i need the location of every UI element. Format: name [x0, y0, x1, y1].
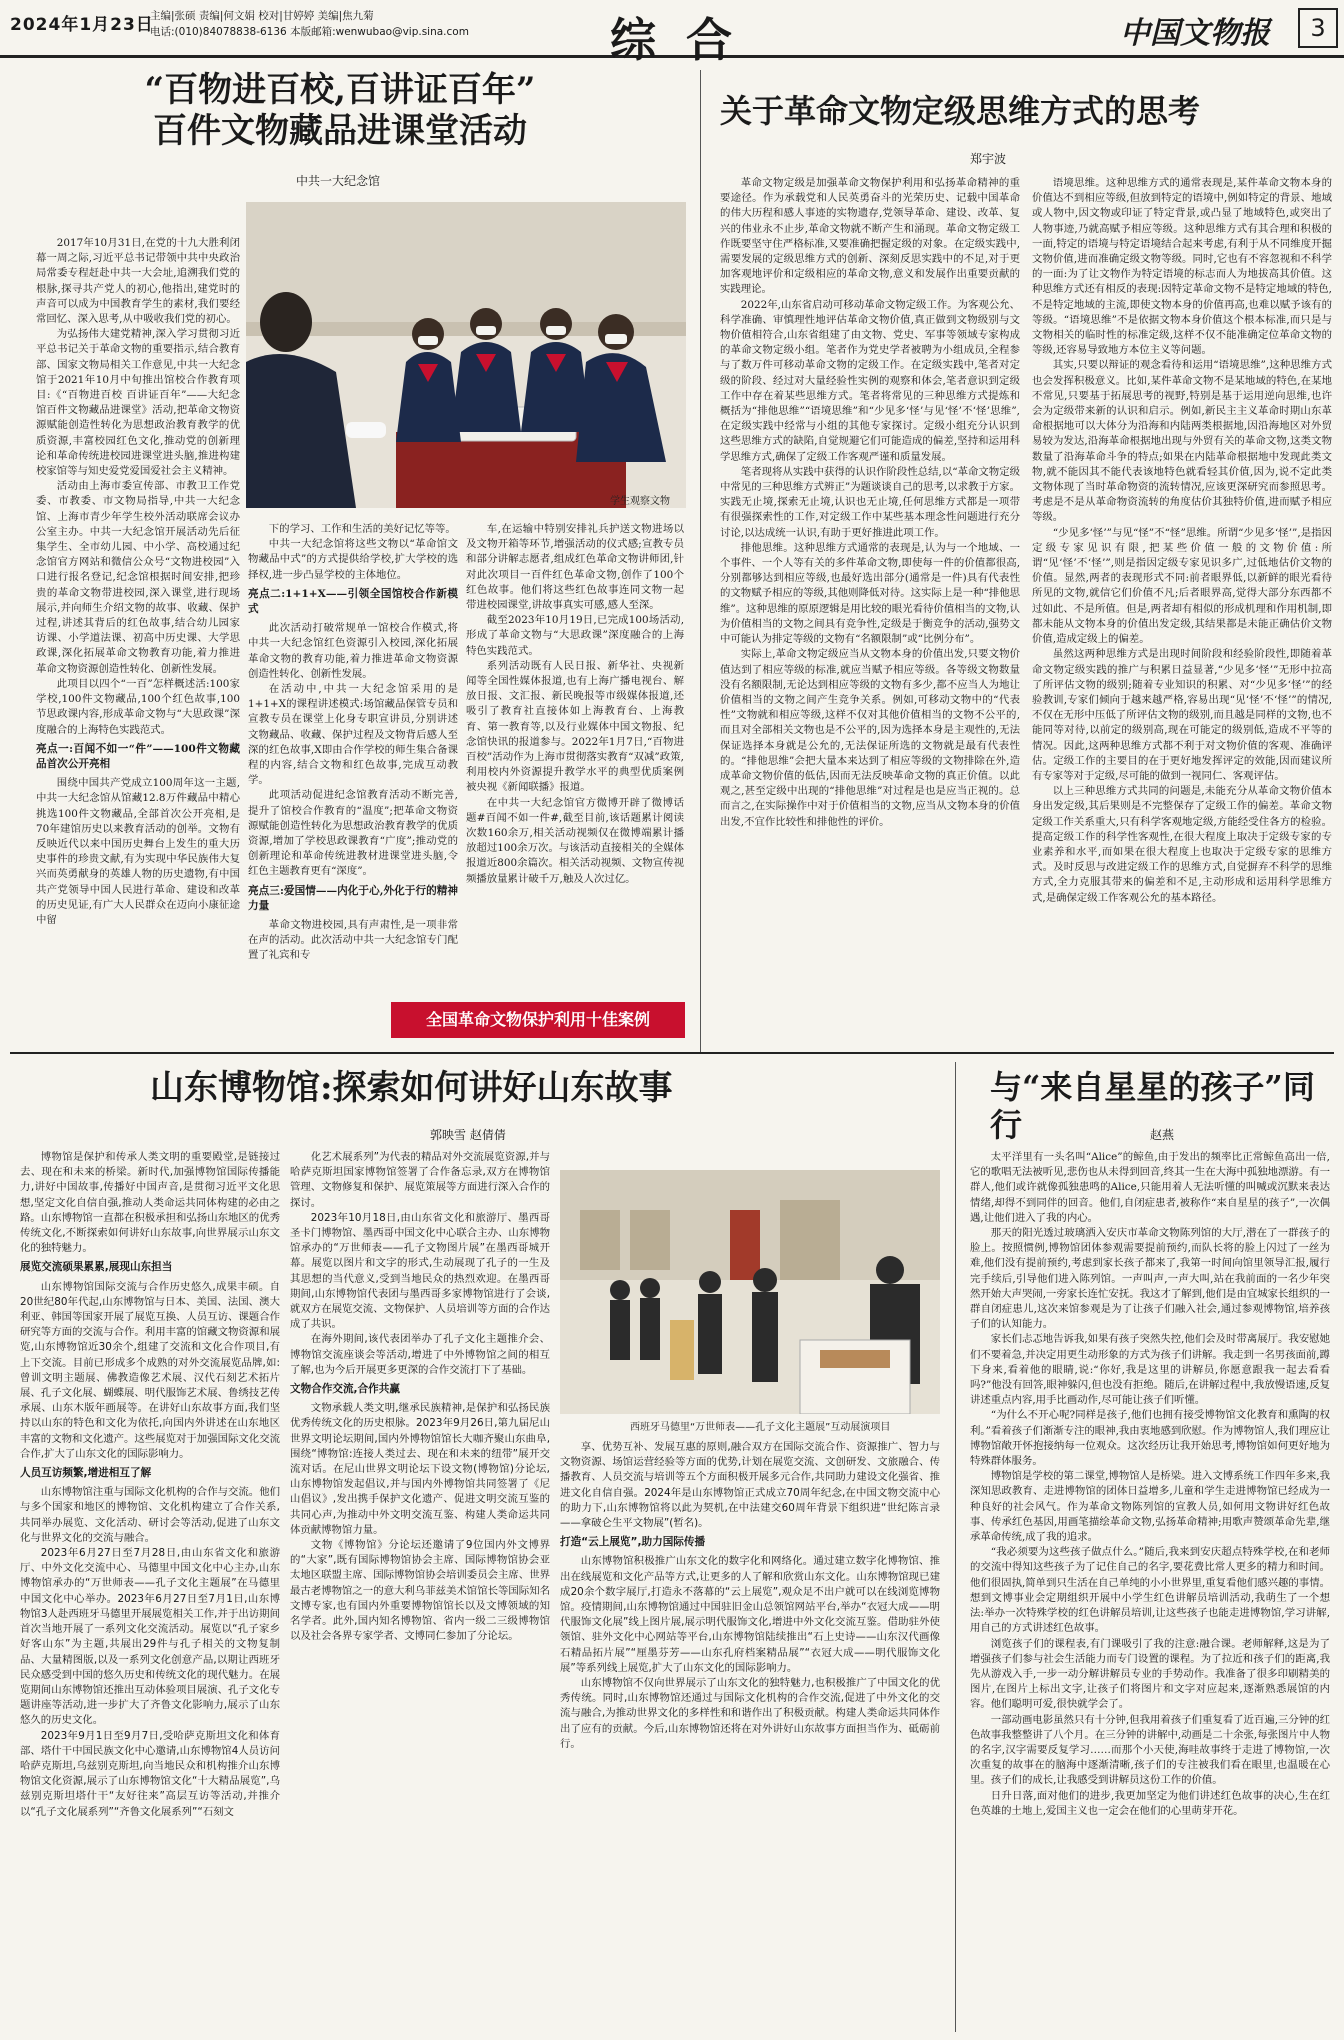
subheading: 文物合作交流,合作共赢 [290, 1383, 400, 1396]
paragraph: 虽然这两种思维方式是出现时间阶段和经验阶段性,即随着革命文物定级实践的推广与积累日益显著,“少见多‘怪’”无形中拉高了所评估文物的级别;随着专业知识的积累、对“少见多‘怪’”的经验教训,专家们倾向于越来越严格,容易出现“见‘怪’不‘怪’”的情况,不仅在无形中压低了所评估文物的级别,而且越是同样的文物,也不能同等对待,以前定的级别高,现在可能定的级别低,造成不平等的情况。因此,这两种思维方式都不利于对文物价值的客观、准确评估。定级工作的主要目的在于更好地发挥评定的效能,因而建议所有专家等对于定级,尽可能的做到一视同仁、客观评估。 [1032, 648, 1332, 782]
subheading: 人员互访频繁,增进相互了解 [20, 1467, 152, 1480]
article2-byline: 郑宇波 [970, 152, 1007, 166]
subheading: 打造“云上展览”,助力国际传播 [560, 1536, 706, 1549]
paragraph: 系列活动既有人民日报、新华社、央视新闻等全国性媒体报道,也有上海广播电视台、解放日报、文汇报、新民晚报等市级媒体报道,还吸引了教育社直接体如上海教育台、上海教育、第一教育等,以及行业媒体中国文物报、纪念馆快讯的报道参与。2022年1月7日,“百物进百校”活动作为上海市贯彻落实教育“双减”政策,利用校内外资源提升教学水平的典型优质案例被央视《新闻联播》报道。 [466, 659, 684, 794]
paragraph: “少见多‘怪’”与见“怪”不“怪”思维。所谓“少见多‘怪’”,是指因定级专家见识有限,把某些价值一般的文物价值:所谓“见‘怪’不‘怪’”,则是指因定级专家见识多广,过低地估价文物的价值。显然,两者的表现形式不同:前者眼界低,以新鲜的眼光看待所见的文物,就信它们价值不凡;后者眼界高,觉得大部分东西都不过如此、不是所值。但是,两者却有相似的形成机理和作用机制,即都未能从文物本身的价值出发定级,其结果都是未能正确估价文物价值,造成定级上的偏差。 [1032, 526, 1332, 646]
subheading: 亮点一:百闻不如一“件”——100件文物藏品首次公开亮相 [36, 742, 240, 770]
paragraph: 浏览孩子们的课程表,有门课吸引了我的注意:融合课。老师解释,这是为了增强孩子们参与社会生活能力而专门设置的课程。为了拉近和孩子们的距离,我先从游戏入手,一步一动分解讲解员专业的手势动作。我准备了很多印刷精美的图片,在图片上标出文字,让孩子们将图片和文字对应起来,逐渐熟悉展馆的内容。他们聪明可爱,很快就学会了。 [970, 1637, 1330, 1711]
paragraph: 截至2023年10月19日,已完成100场活动,形成了革命文物与“大思政课”深度融合的上海特色实践范式。 [466, 614, 684, 657]
paragraph: 以上三种思维方式共同的问题是,未能充分从革命文物价值本身出发定级,其后果则是不完整保存了定级工作的偏差。革命文物定级工作关系重大,只有科学客观地定级,方能经受住各方的检验。提高定级工作的科学性客观性,在很大程度上取决于定级专家的专业素养和水平,而如果在很大程度上也取决于定级专家的思维方式。及时反思与改进定级工作的思维方式,自觉摒弃不科学的思维方式,全力克服其带来的偏差和不足,主动形成和运用科学思维方式,是确保定级工作客观公允的基本路径。 [1032, 785, 1332, 904]
article4-column-1 [970, 1150, 1330, 2026]
staff-info [150, 8, 510, 40]
award-banner: 全国革命文物保护利用十佳案例 [391, 1002, 685, 1038]
paragraph: 革命文物进校园,具有声肃性,是一项非常在声的活动。此次活动中共一大纪念馆专门配置了礼宾和专 [248, 919, 458, 962]
paragraph: 山东博物馆积极推广山东文化的数字化和网络化。通过建立数字化博物馆、推出在线展览和文化产品等方式,让更多的人了解和欣赏山东文化。山东博物馆现已建成20余个数字展厅,打造永不落幕的“云上展览”,观众足不出户就可以在线浏览博物馆。疫情期间,山东博物馆通过中国驻旧金山总领馆网站平台,举办“衣冠大成——明代服饰文化展”线上图片展,展示明代服饰文化,增进中外文化交流互鉴。借助驻外使领馆、驻外文化中心网站等平台,山东博物馆陆续推出“石上史诗——山东汉代画像石精品拓片展”“厘墨芬芳——山东孔府档案精品展”“衣冠大成——明代服饰文化展”等系列线上展览,扩大了山东文化的国际影响力。 [560, 1555, 940, 1674]
paragraph: 在海外期间,该代表团举办了孔子文化主题推介会、博物馆交流座谈会等活动,增进了中外博物馆之间的相互了解,也为今后开展更多更深的合作交流打下了基础。 [290, 1333, 550, 1376]
article1-byline: 中共一大纪念馆 [296, 174, 381, 188]
paragraph: 太平洋里有一头名叫“Alice”的鲸鱼,由于发出的频率比正常鲸鱼高出一倍,它的歌唱无法被听见,悲伤也从未得到回音,终其一生在大海中孤独地漂游。有一群人,他们或许就像孤独患鸣的Alice,只能用着人无法听懂的叫喊或沉默来表达情绪,却得不到同伴的回音。他们,自闭症患者,被称作“来自星星的孩子”,一次偶遇,让他们进入了我的内心。 [970, 1151, 1330, 1224]
article4-title: 与“来自星星的孩子”同行 [990, 1068, 1315, 1145]
article1-title [80, 70, 600, 152]
paragraph: 2023年10月18日,由山东省文化和旅游厅、墨西哥圣卡门博物馆、墨西哥中国文化中心联合主办、山东博物馆承办的“万世师表——孔子文物图片展”在墨西哥城开幕。展览以图片和文字的形式,生动展现了孔子的一生及其思想的当代意义,受到当地民众的热烈欢迎。在墨西哥期间,山东博物馆代表团与墨西哥多家博物馆进行了会谈,就双方在展览交流、文物保护、人员培训等方面的合作达成了共识。 [290, 1211, 550, 1331]
staff-editors: 主编|张硕 责编|何文娟 校对|甘婷婷 美编|焦九菊 [150, 10, 374, 22]
issue-date: 2024年1月23日 [10, 15, 154, 35]
paragraph: 围绕中国共产党成立100周年这一主题,中共一大纪念馆从馆藏12.8万件藏品中精心挑选100件文物藏品,全部首次公开亮相,是70年建馆历史以来教育活动的创举。文物有反映近代以来中国历史舞台上发生的重大历史事件的珍贵文献,有为实现中华民族伟大复兴而英勇献身的英雄人物的历史遗物,有中国共产党领导中国人民进行革命、建设和改革的历史见证,有广大人民群众在迈向小康征途中留 [36, 777, 240, 926]
paragraph: 日升日落,面对他们的进步,我更加坚定为他们讲述红色故事的决心,生在红色英雄的土地上,爱国主义也一定会在他们的心里萌芽开花。 [970, 1789, 1330, 1817]
article1-photo-caption: 学生观察文物 [610, 496, 670, 507]
subheading: 亮点二:1+1+X——引领全国馆校合作新模式 [248, 587, 458, 616]
paragraph: 其实,只要以辩证的观念看待和运用“语境思维”,这种思维方式也会发挥积极意义。比如,某件革命文物不是某地域的特色,在某地不常见,只要基于拓展思考的视野,特别是基于运用逆向思维,也许会为定级带来新的认识和启示。例如,新民主主义革命时期山东革命根据地可以大体分为沿海和内陆两类根据地,因沿海地区对外贸易较为发达,沿海革命根据地出现与外贸有关的革命文物,这类文物数量了沿海革命斗争的特点;如果在内陆革命根据地中发现此类文物,就不能因其不能代表该地特色就看轻其价值,因为,说不定此类文物体现了当时革命物资的流转情况,应该更深研究而参照思考。考虑是不是从革命物资流转的角度估价其独特价值,进而赋予相应等级。 [1032, 359, 1332, 524]
article1-column-3 [466, 522, 684, 1000]
paragraph: 山东博物馆国际交流与合作历史悠久,成果丰硕。自20世纪80年代起,山东博物馆与日本、美国、法国、澳大利亚、韩国等国家开展了展览互换、人员互访、课题合作研究等方面的交流与合作。利用丰富的馆藏文物资源和展览,山东博物馆近30余个,组建了交流和文化合作项目,有上下交流。目前已形成多个成熟的对外交流展览品牌,如:曾训文明主题展、佛教造像艺术展、汉代石刻艺术拓片展、孔子文化展、蝴蝶展、明代服饰艺术展、鲁绣技艺传承展、山东木版年画展等。在讲好山东故事方面,我们坚持以山东的特色和文化为依托,向国内外讲述在山东地区丰富的文物和文化遗产。这些展览对于加强国际文化交流合作,扩大了山东文化的国际影响力。 [20, 1280, 280, 1460]
article1-title-line1: “百物进百校,百讲证百年” [144, 70, 536, 110]
students-observing-artifact-image [246, 202, 686, 508]
confucius-exhibition-image [560, 1170, 940, 1414]
paragraph: 活动由上海市委宣传部、市教卫工作党委、市教委、市文物局指导,中共一大纪念馆、上海市青少年学生校外活动联席会议办公室主办。中共一大纪念馆开展活动先后征集学生、全市幼儿园、中小学、高校通过纪念馆官方网站和微信公众号“文物进校园”入口进行报名登记,纪念馆根据时间安排,把珍贵的革命文物带进校园,深入课堂,进行现场展示,并向师生介绍文物的故事、收藏、保护过程,讲述其背后的红色故事,结合幼儿园家访课、小学道法课、初高中历史课、大学思政课,深化拓展革命文物教育功能,着力推进革命文物资源创造性转化、创新性发展。 [36, 480, 240, 675]
article3-column-3 [560, 1440, 940, 2026]
article3-column-1 [20, 1150, 280, 2026]
subheading: 展览交流硕果累累,展现山东担当 [20, 1261, 173, 1274]
article2-title: 关于革命文物定级思维方式的思考 [720, 92, 1201, 130]
paragraph: 一部动画电影虽然只有十分钟,但我用着孩子们重复看了近百遍,三分钟的红色故事我整整讲了八个月。在三分钟的讲解中,动画是二十余张,每张图片中人物的名字,汉字需要反复学习……而那个小天使,海哇故事终于走进了博物馆,一次次重复的故事在的脑海中逐渐清晰,孩子们的专注被我们看在眼里,也温暖在心里。孩子们的成长,让我感受到讲解员这份工作的价值。 [970, 1713, 1330, 1787]
paragraph: 在活动中,中共一大纪念馆采用的是1+1+X的课程讲述模式:场馆藏品保管专员和宣教专员在课堂上化身专职宣讲员,分别讲述文物藏品、收藏、保护过程及文物背后感人至深的红色故事,X即由合作学校的师生集合备课程的内容,结合文物和红色故事,完成互动教学。 [248, 683, 458, 787]
paragraph: 文物承载人类文明,继承民族精神,是保护和弘扬民族优秀传统文化的历史根脉。2023年9月26日,第九届尼山世界文明论坛期间,国内外博物馆馆长大咖齐聚山东曲阜,围绕“博物馆:连接人类过去、现在和未来的纽带”展开交流对话。在尼山世界文明论坛下设文物(博物馆)分论坛,山东博物馆发起倡议,并与国内外博物馆共同签署了《尼山倡议》,发出携手保护文化遗产、促进文明交流互鉴的共同心声,为推动中外文明交流互鉴、构建人类命运共同体贡献博物馆力量。 [290, 1402, 550, 1536]
paragraph: 笔者现将从实践中获得的认识作阶段性总结,以“革命文物定级中常见的三种思维方式辨正”为题谈谈自己的思考,以求教于方家。实践无止境,探索无止境,认识也无止境,任何思维方式都是一项带有很强探索性的工作,对定级工作中某些基本理念性问题进行充分讨论,以达成统一认识,有助于更好推进此项工作。 [720, 465, 1020, 539]
paragraph: 博物馆是学校的第二课堂,博物馆人是桥梁。进入文博系统工作四年多来,我深知思政教育、走进博物馆的团体日益增多,儿童和学生走进博物馆已经成为一种良好的社会风气。作为革命文物陈列馆的宣教人员,如何用文物讲好红色故事、传承红色基因,用画笔描绘革命文物,弘扬革命精神;用歌声赞颂革命先辈,继承革命传统,成了我的追求。 [970, 1470, 1330, 1544]
article1-photo [246, 202, 686, 508]
paragraph: 山东博物馆不仅向世界展示了山东文化的独特魅力,也积极推广了中国文化的优秀传统。同时,山东博物馆还通过与国际文化机构的合作交流,促进了中外文化的交流与融合,为推动世界文化的多样性和和谐作出了积极贡献。构建人类命运共同体作出了应有的贡献。今后,山东博物馆还将在对外讲好山东故事方面担当作为、砥砺前行。 [560, 1677, 940, 1750]
paragraph: 在中共一大纪念馆官方微博开辟了微博话题#百闻不如一件#,截至目前,该话题累计阅读次数160余万,相关活动视频仅在微博端累计播放超过100余万次。与该活动直接相关的全媒体报道近800余篇次。相关活动视频、文物宣传视频播放量累计破千万,触及人次过亿。 [466, 796, 684, 885]
paragraph: 实际上,革命文物定级应当从文物本身的价值出发,只要文物价值达到了相应等级的标准,就应当赋予相应等级。各等级文物数量没有名额限制,无论达到相应等级的文物有多少,都不应当人为地让价值相当的文物之间产生竞争关系。例如,可移动文物中的“代表性”文物就和相应等级,这样不仅对其他价值相当的文物不公平的,而且对全部相关文物也是不公平的,因为选择本身是主观性的,无法保证选择本身就是公允的,无法保证所选的文物就是最有代表性的。“排他思维”会把大量本来达到了相应等级的文物排除在外,造成革命文物价值的低估,因而无法反映革命文物的真正价值。以此观之,甚至定级中出现的“排他思维”对过程是也是应当正视的。总而言之,在实际操作中对于价值相当的文物,应当从文物本身的价值出发,不宜作比较性和排他性的评价。 [720, 648, 1020, 828]
paragraph: 2023年9月1日至9月7日,受哈萨克斯坦文化和体育部、塔什干中国民族文化中心邀请,山东博物馆4人员访问哈萨克斯坦,乌兹别克斯坦,向当地民众和机构推介山东博物馆文化资源,展示了山东博物馆文化“十大精品展览”,乌兹别克斯坦塔什干“友好往来”高层互访等活动,并推介以“孔子文化展系列”“齐鲁文化展系列”“石刻文 [20, 1729, 280, 1818]
paragraph: 那天的阳光透过玻璃洒入安庆市革命文物陈列馆的大厅,潜在了一群孩子的脸上。按照惯例,博物馆团体参观需要提前预约,而队长将的脸上闪过了一丝为难,他们没有提前预约,考虑到家长孩子都来了,我第一时间向馆里领导汇报,履行完手续后,引导他们进入陈列馆。一声叫声,一声大叫,站在我前面的一名少年突然开始大声哭闹,一旁家长连忙安抚。我这才了解到,他们是由宜城家长组织的一群自闭症患儿,这次来馆参观是为了让孩子们融入社会,通过参观博物馆,培养孩子们的认知能力。 [970, 1227, 1330, 1331]
paragraph: 革命文物定级是加强革命文物保护利用和弘扬革命精神的重要途径。作为承载党和人民英勇奋斗的光荣历史、记载中国革命的伟大历程和感人事迹的实物遗存,党领导革命、建设、改革、复兴的伟业永不止步,革命文物就不断产生和涌现。革命文物定级工作既要坚守住严格标准,又要准确把握定级的对象。在定级实践中,需要发展的定级思维方式的创新、深刻反思实践中的不足,对于更加客观地评价和定级相应的革命文物,意义和发展作出重要贡献的实践理论。 [720, 177, 1020, 296]
paragraph: “我必须要为这些孩子做点什么。”随后,我来到安庆超点特殊学校,在和老师的交流中得知这些孩子为了记住自己的名字,要花费比常人更多的精力和时间。他们很固执,简单到只生活在自己单纯的小小世界里,重复看他们感兴趣的事情。想到文博事业会定期组织开展中小学生红色讲解员培训活动,我萌生了一个想法:举办一次特殊学校的红色讲解员培训,让这些孩子也能走进博物馆,学习讲解,用自己的方式讲述红色故事。 [970, 1546, 1330, 1635]
article3-photo [560, 1170, 940, 1414]
paragraph: 此项目以四个“一百”怎样概述活:100家学校,100件文物藏品,100个红色故事,100节思政课内容,形成革命文物与“大思政课”深度融合的上海特色实践范式。 [36, 677, 240, 736]
paragraph: 车,在运输中特别安排礼兵护送文物进场以及文物开箱等环节,增强活动的仪式感;宣教专员和部分讲解志愿者,组成红色革命文物讲师团,针对此次项目一百件红色革命文物,创作了100个红色故事。他们将这些红色故事连同文物一起带进校园课堂,讲故事真实可感,感人至深。 [466, 523, 684, 612]
article3-byline: 郭映雪 赵倩倩 [430, 1128, 506, 1142]
section-divider [10, 1052, 1334, 1054]
column-divider [700, 70, 701, 1052]
paragraph: 语境思维。这种思维方式的通常表现是,某件革命文物本身的价值达不到相应等级,但放到特定的语境中,例如特定的背景、地域或人物中,因文物或印证了特定背景,或凸显了地域特色,或突出了人物事迹,乃就高赋予相应等级。这种思维方式有其合理和积极的一面,特定的语境与特定语境结合起来考虑,有利于从不同维度开掘文物价值,进而准确定级文物等级。同时,它也有不容忽视和不科学的一面:为了让文物作为特定语境的标志而人为地拔高其价值。这种思维方式还有相反的表现:因特定革命文物不是特定地域的特色,不是特定地域的主流,即使文物本身的价值再高,也难以赋予该有的等级。“语境思维”不是依据文物本身价值这个根本标准,而只是与文物相关的临时性的标准定级,这样不仅不能准确定位革命文物的等级,还容易导致地方本位主义等问题。 [1032, 177, 1332, 357]
paragraph: 中共一大纪念馆将这些文物以“革命馆文物藏品中式”的方式提供给学校,扩大学校的选择权,进一步凸显学校的主体地位。 [248, 538, 458, 581]
column-divider-lower [955, 1062, 956, 2032]
staff-contact: 电话:(010)84078838-6136 本版邮箱:wenwubao@vip.sina.com [150, 26, 469, 38]
paragraph: 山东博物馆注重与国际文化机构的合作与交流。他们与多个国家和地区的博物馆、文化机构建立了合作关系,共同举办展览、文化活动、研讨会等活动,促进了山东文化与世界文化的交流与融合。 [20, 1486, 280, 1544]
subheading: 亮点三:爱国情——内化于心,外化于行的精神力量 [248, 884, 458, 912]
page-number: 3 [1298, 8, 1338, 48]
paragraph: 下的学习、工作和生活的美好记忆等等。 [268, 523, 456, 535]
paragraph: 家长们忐忑地告诉我,如果有孩子突然失控,他们会及时带离展厅。我安慰她们不要着急,并决定用更生动形象的方式为孩子们讲解。我走到一名男孩面前,蹲下身来,看着他的眼睛,说:“你好,我是这里的讲解员,你愿意跟我一起去看看吗?”他没有回答,眼神躲闪,但也没有拒绝。随后,在讲解过程中,我放慢语速,反复讲述重点内容,用手比画动作,尽可能让孩子们听懂。 [970, 1333, 1330, 1407]
section-title: 综合 [610, 13, 762, 67]
article3-column-2 [290, 1150, 550, 2026]
article1-column-1 [36, 236, 240, 1000]
paragraph: 2023年6月27日至7月28日,由山东省文化和旅游厅、中外文化交流中心、马德里中国文化中心主办,山东博物馆承办的“万世师表——孔子文化主题展”在马德里中国文化中心举办。2023年6月27日至7月1日,山东博物馆3人赴西班牙马德里开展展览相关工作,并于出访期间首次当地开展了一系列文化交流活动。展览以“孔子家乡 好客山东”为主题,共展出29件与孔子相关的文物复制品、大量精图版,以及一系列文化创意产品,以期让西班牙民众感受到中国的悠久历史和传统文化的现代魅力。在展览期间山东博物馆还推出互动体验项目展演、孔子文化专题讲座等活动,进一步扩大了齐鲁文化影响力,展示了山东悠久的历史文化。 [20, 1547, 280, 1727]
article3-title: 山东博物馆:探索如何讲好山东故事 [150, 1068, 673, 1108]
article1-column-2 [248, 522, 458, 1000]
paragraph: 2022年,山东省启动可移动革命文物定级工作。为客观公允、科学准确、审慎理性地评估革命文物价值,真正做到文物级别与文物价值相符合,山东省组建了由文物、党史、军事等领域专家构成的革命文物定级小组。笔者作为党史学者被聘为小组成员,全程参与了数万件可移动革命文物的定级工作。在定级实践中,笔者对定级的阶段、经过对大量经验性实例的观察和体会,笔者意识到定级工作中存在着某些思维方式。笔者将常见的三种思维方式提炼和概括为“排他思维”“语境思维”和“少见多‘怪’与见‘怪’不‘怪’思维”,在定级实践中经常与小组的其他专家探讨。定级小组充分认识到这些思维方式的缺陷,自觉规避它们可能造成的偏差,坚持和运用科学思维方式,确保了定级工作客观严谨和质量发展。 [720, 298, 1020, 463]
paragraph: 化艺术展系列”为代表的精品对外交流展览资源,并与哈萨克斯坦国家博物馆签署了合作备忘录,双方在博物馆管理、文物修复和保护、展览策展等方面进行深入合作的探讨。 [290, 1151, 550, 1209]
article3-photo-caption: 西班牙马德里“万世师表——孔子文化主题展”互动展演项目 [630, 1422, 891, 1433]
paragraph: 2017年10月31日,在党的十九大胜利闭幕一周之际,习近平总书记带领中共中央政治局常委专程赶赴中共一大会址,追溯我们党的根脉,探寻共产党人的初心,他指出,建党时的声音可以成为中国教育学生的素材,我们要经常回忆、深入思考,从中吸收我们党的初心。 [36, 237, 240, 326]
newspaper-logo: 中国文物报 [1120, 16, 1270, 51]
paragraph: 此项活动促进纪念馆教育活动不断完善,提升了馆校合作教育的“温度”;把革命文物资源赋能创造性转化为思想政治教育教学的优质资源,增加了学校思政课教育“广度”;推动党的创新理论和革命传统进教材进课堂进头脑,令红色主题教育更有“深度”。 [248, 789, 458, 878]
paragraph: 为弘扬伟大建党精神,深入学习贯彻习近平总书记关于革命文物的重要指示,结合教育部、国家文物局相关工作意见,中共一大纪念馆于2021年10月中旬推出馆校合作教育项目:《“百物进百校 百讲证百年”——大纪念馆百件文物藏品进课堂》活动,把革命文物资源赋能创造性转化为思想政治教育教学的优质资源,丰富校园红色文化,推动党的创新理论和革命传统进校园进课堂进头脑,推进构建校家馆等与知史爱党爱国爱社会主义精神。 [36, 328, 240, 478]
article2-column-1 [720, 176, 1020, 1038]
paragraph: 排他思维。这种思维方式通常的表现是,认为与一个地域、一个事件、一个人等有关的多件革命文物,即使每一件的价值都很高,分别都够达到相应等级,也最好选出部分(通常是一件)具有代表性的文物赋予相应的等级,其他则降低对待。这实际上是一种“排他思维”。这种思维的原原逻辑是用比较的眼光看待价值相当的文物,认为价值相当的文物之间具有竞争性,定级是于衡竞争的活动,强势文中可能认为排定等级的文物有“名额限制”或“比例分布”。 [720, 541, 1020, 646]
paragraph: 此次活动打破常规单一馆校合作模式,将中共一大纪念馆红色资源引入校园,深化拓展革命文物的教育功能,着力推进革命文物资源创造性转化、创新性发展。 [248, 622, 458, 680]
paragraph: “为什么不开心呢?同样是孩子,他们也拥有接受博物馆文化教育和熏陶的权利。”看着孩子们渐渐专注的眼神,我由衷地感到欣慰。作为博物馆人,我们理应让博物馆敞开怀抱接纳每一位观众。这次经历让我开始思考,博物馆如何更好地为特殊群体服务。 [970, 1409, 1330, 1468]
paragraph: 享、优势互补、发展互惠的原则,融合双方在国际交流合作、资源推广、智力与文物资源、场馆运营经验等方面的优势,计划在展览交流、文创研发、文旅融合、传播教育、人员交流与培训等五个方面积极开展多元合作,共同助力建设文化强省、推进文化自信自强。2024年是山东博物馆正式成立70周年纪念,在中国文物交流中心的助力下,山东博物馆将以此为契机,在中法建交60周年背景下组织进“世纪陈言录——拿破仑生平文物展”(暂名)。 [560, 1441, 940, 1530]
paragraph: 博物馆是保护和传承人类文明的重要殿堂,是链接过去、现在和未来的桥梁。新时代,加强博物馆国际传播能力,讲好中国故事,传播好中国声音,是贯彻习近平文化思想,坚定文化自信自强,推动人类命运共同体构建的必由之路。山东博物馆一直都在积极承担和弘扬山东地区的优秀传统文化,不断探索如何讲好山东故事,向世界展示山东文化的独特魅力。 [20, 1151, 280, 1255]
paragraph: 文物《博物馆》分论坛还邀请了9位国内外文博界的“大家”,既有国际博物馆协会主席、国际博物馆协会亚太地区联盟主席、国际博物馆协会培训委员会主席、世界最古老博物馆之一的意大利乌菲兹美术馆馆长等国际知名文博专家,也有国内外重要博物馆馆长以及文博领域的知名学者。此外,国内知名博物馆、省内一级二三级博物馆以及社会各界专家学者、文博同仁参加了分论坛。 [290, 1539, 550, 1643]
article4-byline: 赵燕 [1150, 1128, 1175, 1142]
article2-column-2 [1032, 176, 1332, 1038]
article1-title-line2: 百件文物藏品进课堂活动 [153, 110, 527, 151]
masthead [0, 0, 1344, 67]
